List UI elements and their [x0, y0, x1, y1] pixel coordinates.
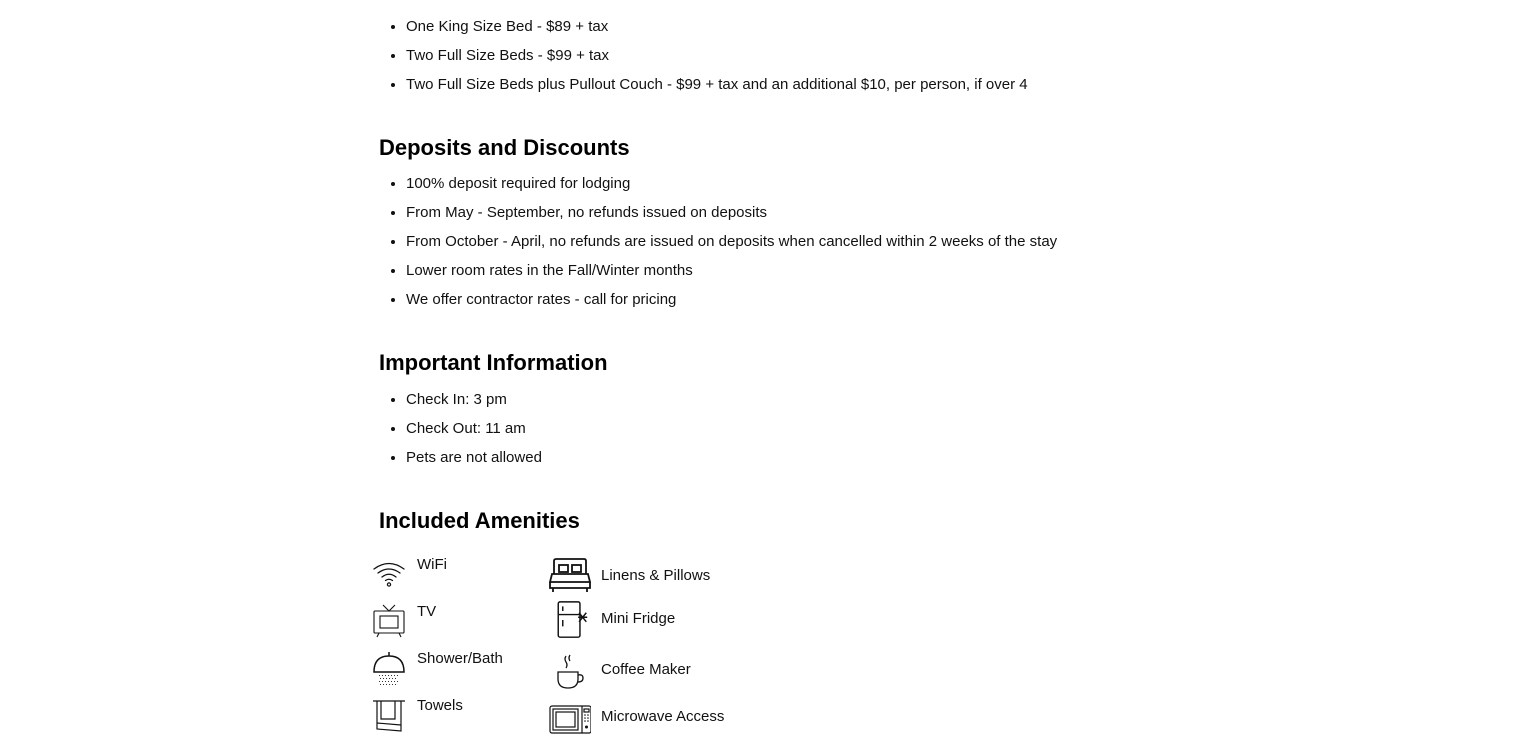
list-item: • Two Full Size Beds - $99 + tax — [406, 41, 1028, 70]
amenity-label: Towels — [417, 697, 463, 714]
amenities-heading: Included Amenities — [379, 508, 580, 533]
deposits-heading: Deposits and Discounts — [379, 135, 630, 160]
bed-icon — [549, 558, 591, 596]
important-info-list — [379, 385, 542, 472]
amenity-shower — [371, 650, 503, 686]
list-item: • Two Full Size Beds plus Pullout Couch - $99 + tax and an additional $10, per person, if over 4 — [406, 70, 1028, 99]
amenity-towels — [371, 697, 463, 733]
amenity-linens — [549, 558, 710, 596]
list-item: • Pets are not allowed — [406, 443, 542, 472]
amenity-label: Shower/Bath — [417, 650, 503, 667]
amenity-microwave — [549, 699, 724, 737]
list-item: • 100% deposit required for lodging — [406, 169, 1057, 198]
amenity-label: WiFi — [417, 556, 447, 573]
amenity-coffee-maker — [549, 652, 691, 690]
list-item: • Check Out: 11 am — [406, 414, 542, 443]
room-rates-list — [379, 12, 1028, 99]
important-info-heading: Important Information — [379, 350, 608, 375]
list-item: • One King Size Bed - $89 + tax — [406, 12, 1028, 41]
towels-icon — [371, 697, 407, 733]
amenity-label: TV — [417, 603, 437, 620]
list-item: • Check In: 3 pm — [406, 385, 542, 414]
amenity-fridge — [549, 601, 675, 639]
list-item: • We offer contractor rates - call for pricing — [406, 285, 1057, 314]
tv-icon — [371, 603, 407, 639]
amenity-label: Linens & Pillows — [601, 567, 711, 584]
coffee-icon — [549, 652, 591, 690]
amenity-label: Mini Fridge — [601, 610, 676, 627]
shower-icon — [371, 650, 407, 686]
list-item: • Lower room rates in the Fall/Winter months — [406, 256, 1057, 285]
deposits-list — [379, 169, 1057, 314]
list-item: • From May - September, no refunds issued on deposits — [406, 198, 1057, 227]
amenity-tv — [371, 603, 436, 639]
amenity-wifi — [371, 556, 447, 592]
microwave-icon — [549, 699, 591, 737]
wifi-icon — [371, 556, 407, 592]
amenity-label: Coffee Maker — [601, 661, 691, 678]
amenity-label: Microwave Access — [601, 708, 725, 725]
list-item: • From October - April, no refunds are issued on deposits when cancelled within 2 weeks of the stay — [406, 227, 1057, 256]
fridge-icon — [549, 601, 591, 639]
